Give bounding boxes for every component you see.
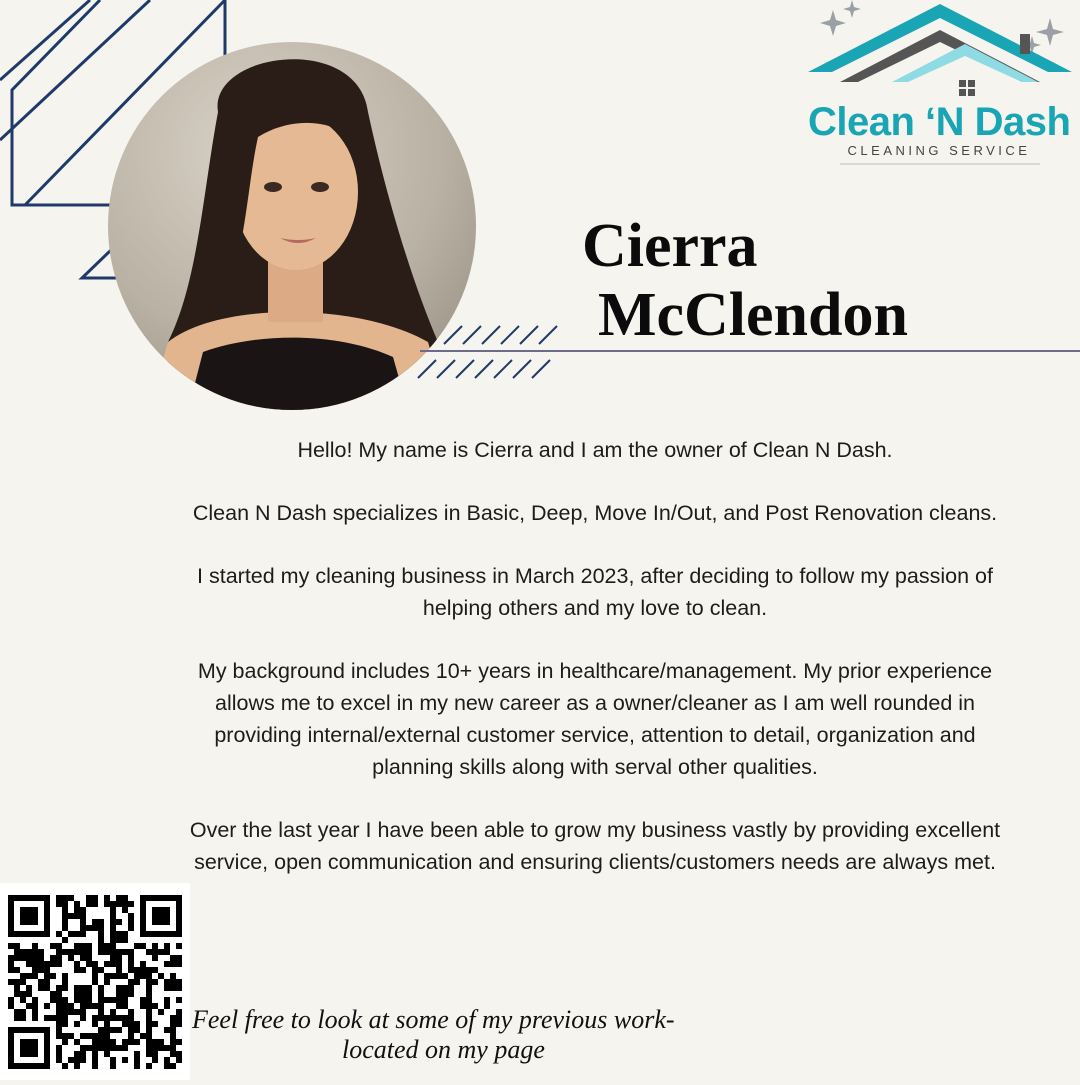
- bio-paragraph: Over the last year I have been able to grow my business vastly by providing excellent service, open communication and ensuring clients/customers needs are always met.: [189, 818, 1001, 874]
- closing-line-2: located on my page: [342, 1035, 545, 1064]
- qr-code-icon[interactable]: [0, 883, 190, 1080]
- bio-paragraph: I started my cleaning business in March 2023, after deciding to follow my passion of helping others and my love to clean.: [197, 564, 993, 620]
- brand-tagline: CLEANING SERVICE: [847, 143, 1031, 158]
- bio-paragraph: Clean N Dash specializes in Basic, Deep, Move In/Out, and Post Renovation cleans.: [192, 501, 998, 525]
- divider: [420, 350, 1080, 352]
- bio: [185, 434, 1005, 909]
- bio-paragraph: Hello! My name is Cierra and I am the owner of Clean N Dash.: [297, 438, 893, 462]
- profile-photo: [108, 42, 476, 410]
- person-silhouette: [108, 42, 476, 410]
- first-name: Cierra: [582, 212, 758, 280]
- bio-paragraph: My background includes 10+ years in healthcare/management. My prior experience allows me to excel in my new career as a owner/cleaner as I am well rounded in providing internal/external customer service, attention to detail, organization and planning skills along with serval other qualities.: [197, 659, 993, 779]
- last-name: McClendon: [598, 281, 908, 349]
- brand-name: Clean ‘N Dash: [808, 100, 1071, 144]
- closing-line-1: Feel free to look at some of my previous work-: [192, 1005, 675, 1034]
